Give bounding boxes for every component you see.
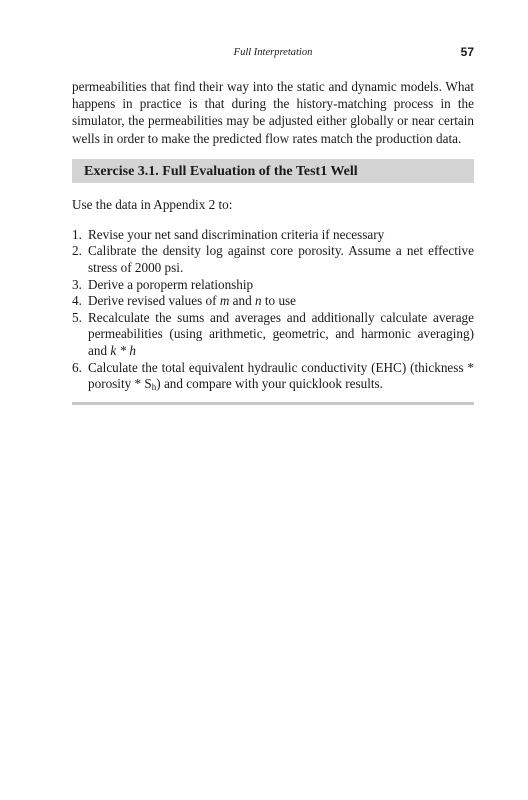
exercise-intro: Use the data in Appendix 2 to: [72, 196, 233, 212]
task-text-end: to use [261, 293, 297, 309]
exercise-bottom-rule [72, 402, 474, 405]
task-number: 1. [72, 226, 82, 242]
task-text-end: ) and compare with your quicklook results. [156, 376, 383, 392]
variable-n: n [255, 293, 262, 309]
task-item-4 [72, 293, 474, 310]
task-number: 5. [72, 309, 82, 325]
task-text: Recalculate the sums and averages and additionally calculate average permeabilities (using arithmetic, geometric, and harmonic averaging) and [88, 309, 474, 358]
body-paragraph: permeabilities that find their way into the static and dynamic models. What happens in practice is that during the history-matching process in the simulator, the permeabilities may be adjusted either globally or near certain wells in order to make the predicted flow rates match the production data. [72, 79, 474, 146]
task-number: 6. [72, 359, 82, 375]
variable-m: m [219, 293, 230, 309]
task-text-mid: and [229, 293, 255, 309]
task-list [72, 227, 474, 396]
task-item-2 [72, 243, 474, 276]
task-item-3 [72, 277, 474, 294]
variable-kh: k * h [110, 342, 136, 358]
task-text-start: Calculate the total equivalent hydraulic conductivity (EHC) (thickness * porosity * S [88, 359, 474, 392]
task-text: Calibrate the density log against core porosity. Assume a net effective stress of 2000 psi. [88, 243, 474, 275]
page [72, 44, 474, 405]
subscript-h: h [151, 382, 157, 393]
task-item-5 [72, 310, 474, 360]
task-number: 4. [72, 293, 82, 309]
running-title: Full Interpretation [233, 47, 313, 58]
task-text-start: Derive revised values of [88, 293, 220, 309]
page-number: 57 [460, 45, 474, 59]
task-text: Revise your net sand discrimination criteria if necessary [88, 226, 385, 242]
task-item-1 [72, 227, 474, 244]
task-text: Derive a poroperm relationship [88, 276, 254, 292]
task-item-6 [72, 360, 474, 396]
running-head [72, 44, 474, 62]
exercise-box [72, 159, 474, 405]
task-number: 3. [72, 276, 82, 292]
exercise-title: Exercise 3.1. Full Evaluation of the Test1 Well [72, 159, 474, 183]
task-number: 2. [72, 243, 82, 259]
